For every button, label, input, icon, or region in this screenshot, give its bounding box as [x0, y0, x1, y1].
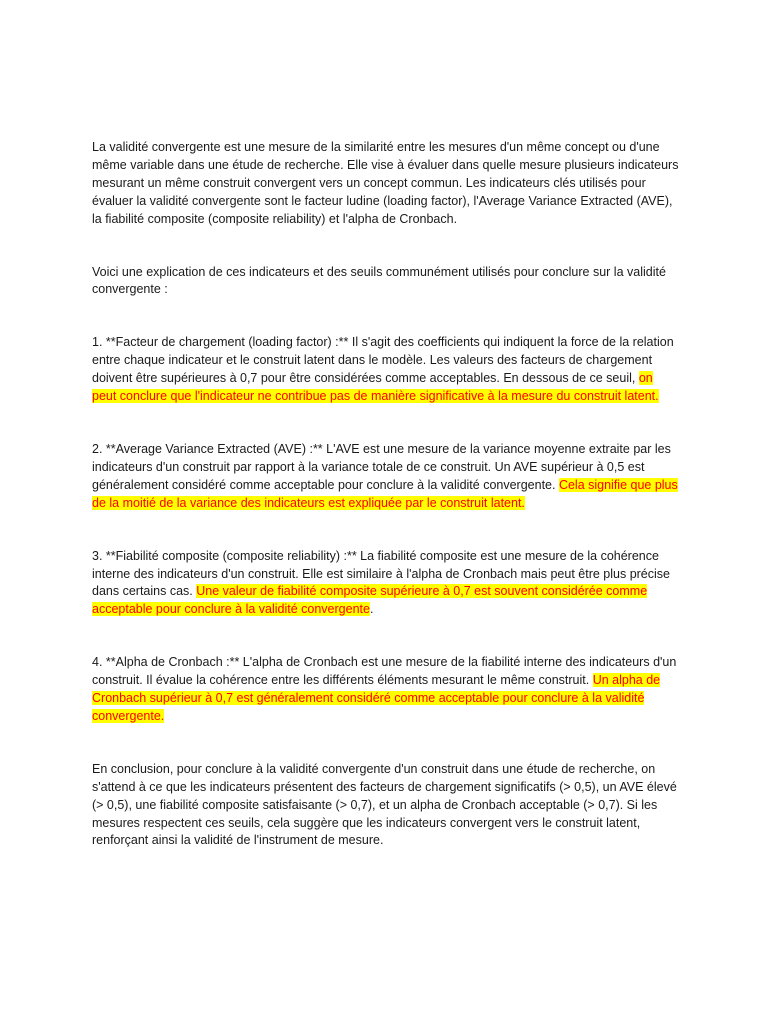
paragraph-text: 4. **Alpha de Cronbach :** L'alpha de Cronbach est une mesure de la fiabilité interne des indicateurs d'un construit. Il évalue la cohérence entre les différents éléments mesurant le même construit. [92, 655, 677, 688]
paragraph-text: 3. **Fiabilité composite (composite reliability) :** La fiabilité composite est une mesure de la cohérence interne des indicateurs d'un construit. Elle est similaire à l'alpha de Cronbach mais peut être plus précise dans certains cas. [92, 548, 670, 599]
paragraph-text: En conclusion, pour conclure à la validité convergente d'un construit dans une étude de recherche, on s'attend à ce que les indicateurs présentent des facteurs de chargement significatifs (> 0,5), un AVE élevé (> 0,5), une fiabilité composite satisfaisante (> 0,7), et un alpha de Cronbach acceptable (> 0,7). Si les mesures respectent ces seuils, cela suggère que les indicateurs convergent vers le construit latent, renforçant ainsi la validité de l'instrument de mesure. [92, 761, 677, 848]
highlighted-text: Cela signifie que plus de la moitié de la variance des indicateurs est expliquée par le construit latent. [92, 477, 678, 510]
document-body [92, 139, 680, 850]
paragraph-text: 1. **Facteur de chargement (loading factor) :** Il s'agit des coefficients qui indiquent la force de la relation entre chaque indicateur et le construit latent dans le modèle. Les valeurs des facteurs de chargement doivent être supérieures à 0,7 pour être considérées comme acceptables. En dessous de ce seuil, [92, 335, 674, 386]
paragraph-loading-factor [92, 334, 680, 406]
paragraph-text: La validité convergente est une mesure de la similarité entre les mesures d'un même concept ou d'une même variable dans une étude de recherche. Elle vise à évaluer dans quelle mesure plusieurs indicateurs mesurant un même construit convergent vers un concept commun. Les indicateurs clés utilisés pour évaluer la validité convergente sont le facteur ludine (loading factor), l'Average Variance Extracted (AVE), la fiabilité composite (composite reliability) et l'alpha de Cronbach. [92, 140, 679, 226]
paragraph-overview [92, 264, 680, 300]
highlighted-text: Une valeur de fiabilité composite supérieure à 0,7 est souvent considérée comme acceptable pour conclure à la validité convergente [92, 584, 648, 617]
paragraph-cronbach-alpha [92, 654, 680, 726]
paragraph-composite-reliability [92, 548, 680, 620]
highlighted-text: on peut conclure que l'indicateur ne contribue pas de manière significative à la mesure du construit latent. [92, 371, 659, 404]
paragraph-text: Voici une explication de ces indicateurs et des seuils communément utilisés pour conclure sur la validité convergente : [92, 264, 666, 297]
paragraph-ave [92, 441, 680, 513]
paragraph-conclusion [92, 761, 680, 851]
paragraph-text: . [369, 602, 374, 617]
highlighted-text: Un alpha de Cronbach supérieur à 0,7 est généralement considéré comme acceptable pour conclure à la validité convergente. [92, 673, 661, 723]
paragraph-text: 2. **Average Variance Extracted (AVE) :** L'AVE est une mesure de la variance moyenne extraite par les indicateurs d'un construit par rapport à la variance totale de ce construit. Un AVE supérieur à 0,5 est généralement considéré comme acceptable pour conclure à la validité convergente. [92, 441, 671, 492]
paragraph-introduction [92, 139, 680, 229]
